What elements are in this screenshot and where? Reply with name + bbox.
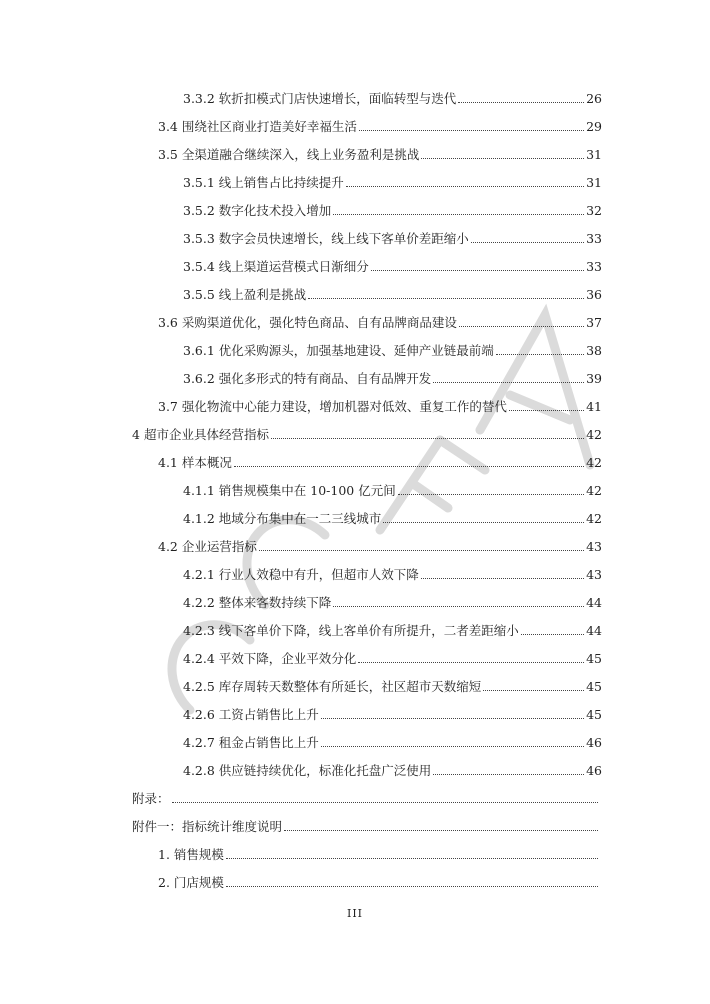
toc-entry-page: 37 (586, 315, 602, 330)
toc-entry[interactable] (158, 455, 602, 471)
toc-entry-number: 3.7 (158, 399, 182, 414)
toc-entry[interactable] (183, 483, 602, 499)
toc-dot-leader (398, 494, 584, 495)
toc-entry-title: 强化物流中心能力建设，增加机器对低效、重复工作的替代 (181, 399, 507, 414)
toc-entry-page: 36 (586, 287, 602, 302)
toc-entry-number: 2. (158, 875, 174, 890)
toc-entry-title: 租金占销售比上升 (218, 735, 319, 750)
toc-dot-leader (308, 298, 584, 299)
toc-dot-leader (421, 578, 584, 579)
toc-entry[interactable] (158, 315, 602, 331)
toc-dot-leader (433, 774, 584, 775)
toc-dot-leader (284, 830, 598, 831)
toc-entry[interactable] (158, 875, 600, 891)
toc-entry[interactable] (158, 399, 602, 415)
toc-entry-page: 26 (586, 91, 602, 106)
toc-entry-title: 门店规模 (173, 875, 224, 890)
toc-entry-number: 4.1.2 (183, 511, 219, 526)
toc-entry[interactable] (158, 847, 600, 863)
toc-entry-title: 线上盈利是挑战 (218, 287, 307, 302)
toc-entry[interactable] (183, 735, 602, 751)
toc-dot-leader (359, 130, 584, 131)
toc-entry-title: 附录： (132, 791, 170, 806)
toc-dot-leader (321, 746, 584, 747)
toc-entry-page: 33 (586, 259, 602, 274)
toc-entry-page: 43 (586, 539, 602, 554)
toc-dot-leader (358, 662, 584, 663)
toc-entry-title: 样本概况 (181, 455, 232, 470)
toc-entry-title: 优化采购源头，加强基地建设、延伸产业链最前端 (218, 343, 494, 358)
toc-dot-leader (321, 718, 584, 719)
toc-entry-page: 29 (586, 119, 602, 134)
toc-entry-number: 4.2.1 (183, 567, 219, 582)
toc-entry-title: 库存周转天数整体有所延长，社区超市天数缩短 (218, 679, 482, 694)
toc-dot-leader (333, 214, 584, 215)
toc-dot-leader (346, 186, 584, 187)
toc-entry-page: 42 (586, 483, 602, 498)
toc-entry-page: 44 (586, 595, 602, 610)
toc-dot-leader (433, 382, 584, 383)
toc-entry-number: 4.1 (158, 455, 182, 470)
toc-entry-number: 4.2.3 (183, 623, 219, 638)
toc-entry-title: 平效下降，企业平效分化 (218, 651, 357, 666)
toc-entry[interactable] (183, 595, 602, 611)
toc-entry-page: 46 (586, 735, 602, 750)
toc-entry-title: 线上渠道运营模式日渐细分 (218, 259, 369, 274)
toc-entry-title: 线上销售占比持续提升 (218, 175, 344, 190)
toc-entry-number: 3.4 (158, 119, 182, 134)
toc-dot-leader (371, 270, 584, 271)
toc-entry[interactable] (183, 651, 602, 667)
toc-entry-number: 4.1.1 (183, 483, 219, 498)
toc-entry-page: 39 (586, 371, 602, 386)
toc-dot-leader (421, 158, 584, 159)
toc-entry[interactable] (183, 231, 602, 247)
toc-entry-title: 附件一：指标统计维度说明 (132, 819, 283, 834)
toc-entry[interactable] (158, 119, 602, 135)
toc-dot-leader (259, 550, 584, 551)
toc-entry-title: 销售规模 (173, 847, 224, 862)
toc-entry-number: 3.5.3 (183, 231, 219, 246)
toc-dot-leader (226, 886, 598, 887)
toc-entry-title: 全渠道融合继续深入，线上业务盈利是挑战 (181, 147, 420, 162)
toc-entry-page: 45 (586, 651, 602, 666)
toc-entry[interactable] (183, 707, 602, 723)
toc-entry-title: 供应链持续优化，标准化托盘广泛使用 (218, 763, 432, 778)
page-number: III (346, 907, 364, 920)
toc-entry-page: 45 (586, 679, 602, 694)
toc-entry[interactable] (183, 511, 602, 527)
toc-entry-number: 1. (158, 847, 174, 862)
toc-entry-page: 43 (586, 567, 602, 582)
toc-entry-page: 45 (586, 707, 602, 722)
toc-entry-page: 42 (586, 455, 602, 470)
toc-entry-number: 3.5.5 (183, 287, 219, 302)
toc-entry[interactable] (183, 567, 602, 583)
toc-entry-number: 3.5.2 (183, 203, 219, 218)
toc-dot-leader (172, 802, 598, 803)
toc-entry-title: 软折扣模式门店快速增长，面临转型与迭代 (218, 91, 457, 106)
toc-dot-leader (383, 522, 584, 523)
toc-dot-leader (471, 242, 584, 243)
toc-dot-leader (459, 326, 584, 327)
toc-entry[interactable] (132, 427, 602, 443)
toc-entry-page: 44 (586, 623, 602, 638)
toc-dot-leader (234, 466, 584, 467)
toc-entry-title: 采购渠道优化，强化特色商品、自有品牌商品建设 (181, 315, 457, 330)
toc-entry[interactable] (158, 147, 602, 163)
toc-entry-number: 4.2.2 (183, 595, 219, 610)
toc-entry-page: 38 (586, 343, 602, 358)
toc-entry-title: 整体来客数持续下降 (218, 595, 332, 610)
toc-entry-title: 工资占销售比上升 (218, 707, 319, 722)
toc-entry-page: 42 (586, 511, 602, 526)
toc-entry[interactable] (183, 679, 602, 695)
toc-entry[interactable] (183, 343, 602, 359)
toc-entry-number: 4.2.5 (183, 679, 219, 694)
toc-entry[interactable] (183, 287, 602, 303)
toc-entry-title: 销售规模集中在 10-100 亿元间 (218, 483, 396, 498)
toc-entry-title: 数字会员快速增长，线上线下客单价差距缩小 (218, 231, 469, 246)
toc-entry[interactable] (183, 91, 602, 107)
toc-dot-leader (521, 634, 584, 635)
toc-entry-number: 3.6.2 (183, 371, 219, 386)
toc-entry-number: 3.3.2 (183, 91, 219, 106)
toc-entry[interactable] (183, 203, 602, 219)
toc-dot-leader (458, 102, 584, 103)
toc-entry-title: 企业运营指标 (181, 539, 257, 554)
toc-entry-page: 31 (586, 175, 602, 190)
toc-entry[interactable] (158, 539, 602, 555)
toc-entry[interactable] (183, 623, 602, 639)
toc-entry-page: 42 (586, 427, 602, 442)
toc-entry-number: 4.2.7 (183, 735, 219, 750)
toc-entry-number: 4 (132, 427, 144, 442)
toc-dot-leader (496, 354, 584, 355)
toc-entry-number: 3.6 (158, 315, 182, 330)
toc-entry-number: 4.2.8 (183, 763, 219, 778)
toc-entry-title: 数字化技术投入增加 (218, 203, 332, 218)
toc-dot-leader (271, 438, 584, 439)
toc-dot-leader (483, 690, 584, 691)
toc-entry[interactable] (132, 791, 600, 807)
toc-entry[interactable] (183, 259, 602, 275)
toc-entry-title: 强化多形式的特有商品、自有品牌开发 (218, 371, 432, 386)
toc-entry[interactable] (183, 763, 602, 779)
toc-entry-title: 地域分布集中在一二三线城市 (218, 511, 382, 526)
toc-entry-title: 超市企业具体经营指标 (143, 427, 269, 442)
toc-entry-title: 行业人效稳中有升，但超市人效下降 (218, 567, 419, 582)
toc-entry-title: 围绕社区商业打造美好幸福生活 (181, 119, 357, 134)
toc-entry-number: 3.5.1 (183, 175, 219, 190)
toc-dot-leader (226, 858, 598, 859)
toc-entry-page: 31 (586, 147, 602, 162)
toc-entry-title: 线下客单价下降，线上客单价有所提升，二者差距缩小 (218, 623, 519, 638)
toc-entry-page: 41 (586, 399, 602, 414)
toc-entry-page: 33 (586, 231, 602, 246)
toc-entry[interactable] (132, 819, 600, 835)
toc-entry-number: 4.2 (158, 539, 182, 554)
toc-entry-number: 4.2.4 (183, 651, 219, 666)
toc-dot-leader (509, 410, 584, 411)
toc-entry-number: 3.6.1 (183, 343, 219, 358)
toc-dot-leader (333, 606, 584, 607)
toc-entry-number: 3.5 (158, 147, 182, 162)
toc-entry-page: 32 (586, 203, 602, 218)
toc-entry[interactable] (183, 371, 602, 387)
toc-entry-number: 3.5.4 (183, 259, 219, 274)
toc-entry-page: 46 (586, 763, 602, 778)
toc-entry[interactable] (183, 175, 602, 191)
toc-entry-number: 4.2.6 (183, 707, 219, 722)
